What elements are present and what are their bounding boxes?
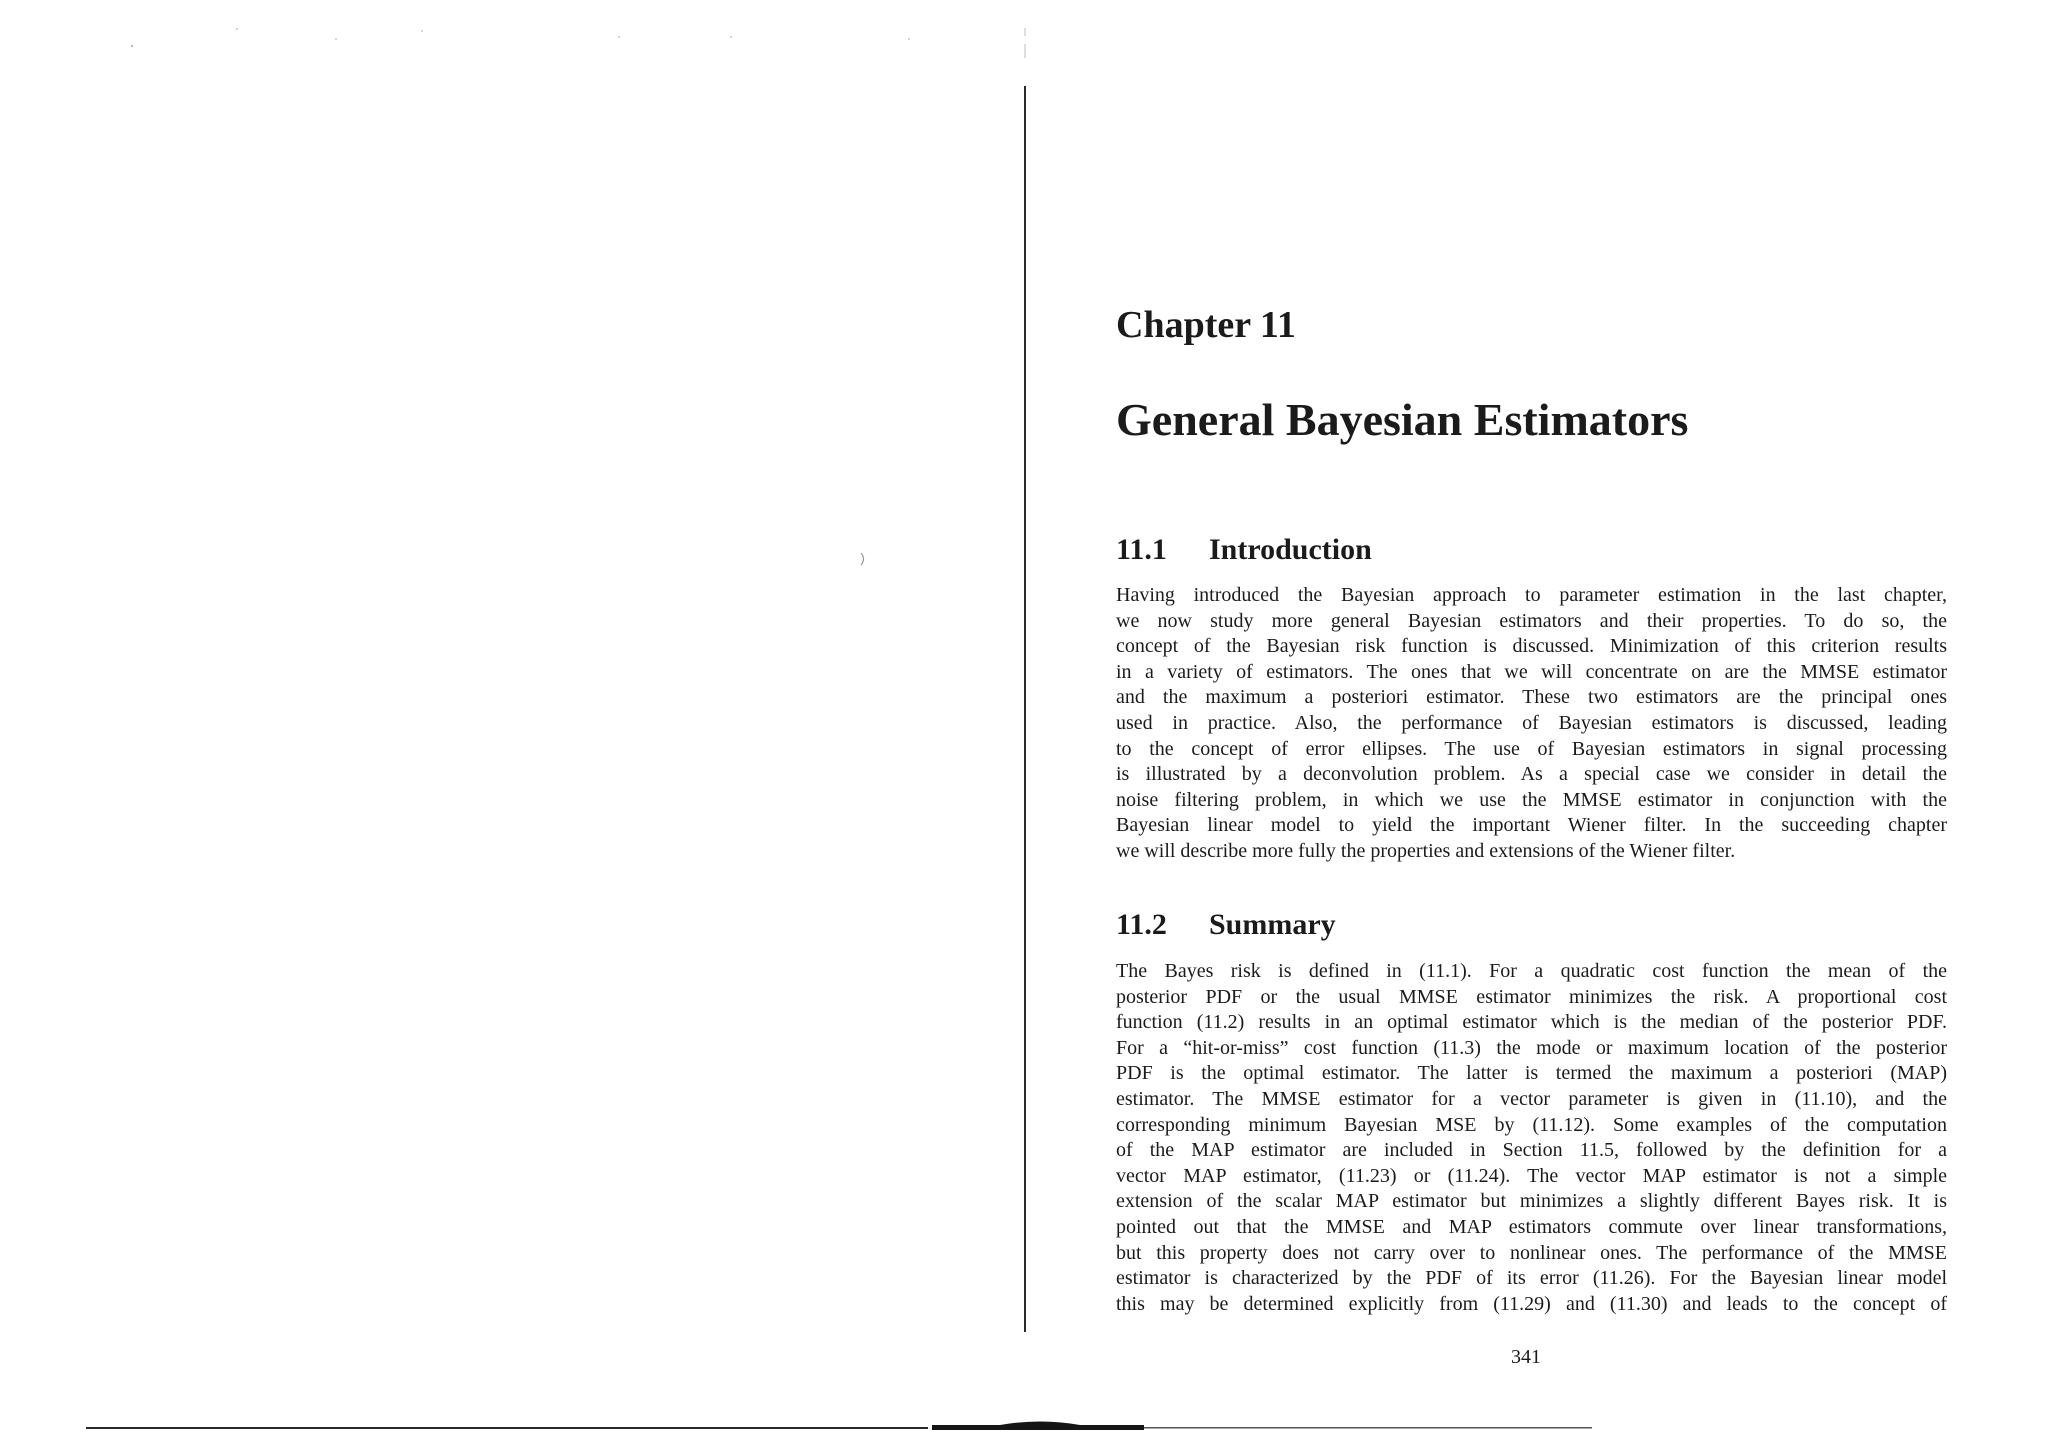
text-line: this may be determined explicitly from (11.29) and (11.30) and leads to the concept of (1116, 1292, 1947, 1315)
text-line: in a variety of estimators. The ones that we will concentrate on are the MMSE estimator (1116, 660, 1947, 683)
section-title: Introduction (1209, 533, 1372, 566)
chapter-title: General Bayesian Estimators (1116, 394, 1689, 445)
text-line: estimator is characterized by the PDF of its error (11.26). For the Bayesian linear model (1116, 1267, 1947, 1290)
text-line: we now study more general Bayesian estimators and their properties. To do so, the (1116, 609, 1947, 632)
section-number: 11.1 (1116, 533, 1167, 566)
text-line: concept of the Bayesian risk function is discussed. Minimization of this criterion results (1116, 635, 1947, 658)
text-line: used in practice. Also, the performance of Bayesian estimators is discussed, leading (1116, 711, 1947, 734)
page-number: 341 (1511, 1346, 1541, 1368)
section-number: 11.2 (1116, 908, 1167, 941)
text-line: Having introduced the Bayesian approach to parameter estimation in the last chapter, (1116, 584, 1947, 606)
text-line: PDF is the optimal estimator. The latter is termed the maximum a posteriori (MAP) (1116, 1062, 1947, 1085)
text-line: corresponding minimum Bayesian MSE by (11.12). Some examples of the computation (1116, 1113, 1947, 1136)
text-line: estimator. The MMSE estimator for a vector parameter is given in (11.10), and the (1116, 1087, 1947, 1110)
text-line: vector MAP estimator, (11.23) or (11.24). The vector MAP estimator is not a simple (1116, 1164, 1947, 1187)
text-line: The Bayes risk is defined in (11.1). For a quadratic cost function the mean of the (1116, 960, 1947, 982)
text-line: we will describe more fully the properties and extensions of the Wiener filter. (1116, 839, 1736, 862)
text-line: posterior PDF or the usual MMSE estimator minimizes the risk. A proportional cost (1116, 985, 1947, 1008)
text-line: but this property does not carry over to nonlinear ones. The performance of the MMSE (1116, 1241, 1947, 1264)
text-line: function (11.2) results in an optimal estimator which is the median of the posterior PDF. (1116, 1011, 1947, 1034)
text-line: extension of the scalar MAP estimator but minimizes a slightly different Bayes risk. It is (1116, 1190, 1947, 1213)
text-line: pointed out that the MMSE and MAP estimators commute over linear transformations, (1116, 1215, 1947, 1238)
chapter-label: Chapter 11 (1116, 304, 1296, 346)
text-line: For a “hit-or-miss” cost function (11.3) the mode or maximum location of the posterior (1116, 1036, 1947, 1059)
bottom-scan-rule (0, 1414, 2048, 1444)
text-line: noise filtering problem, in which we use the MMSE estimator in conjunction with the (1116, 788, 1947, 811)
text-line: Bayesian linear model to yield the important Wiener filter. In the succeeding chapter (1116, 814, 1947, 837)
text-line: and the maximum a posteriori estimator. These two estimators are the principal ones (1116, 686, 1947, 709)
section-title: Summary (1209, 908, 1336, 941)
bleed-through-mark (858, 552, 868, 566)
gutter-line (1024, 86, 1026, 1332)
section-heading-introduction (1116, 535, 1372, 565)
text-line: of the MAP estimator are included in Section 11.5, followed by the definition for a (1116, 1139, 1947, 1162)
text-line: to the concept of error ellipses. The use of Bayesian estimators in signal processing (1116, 737, 1947, 760)
text-line: is illustrated by a deconvolution problem. As a special case we consider in detail the (1116, 763, 1947, 786)
section-heading-summary (1116, 910, 1336, 940)
summary-paragraph (1116, 959, 1947, 1317)
introduction-paragraph (1116, 583, 1947, 865)
